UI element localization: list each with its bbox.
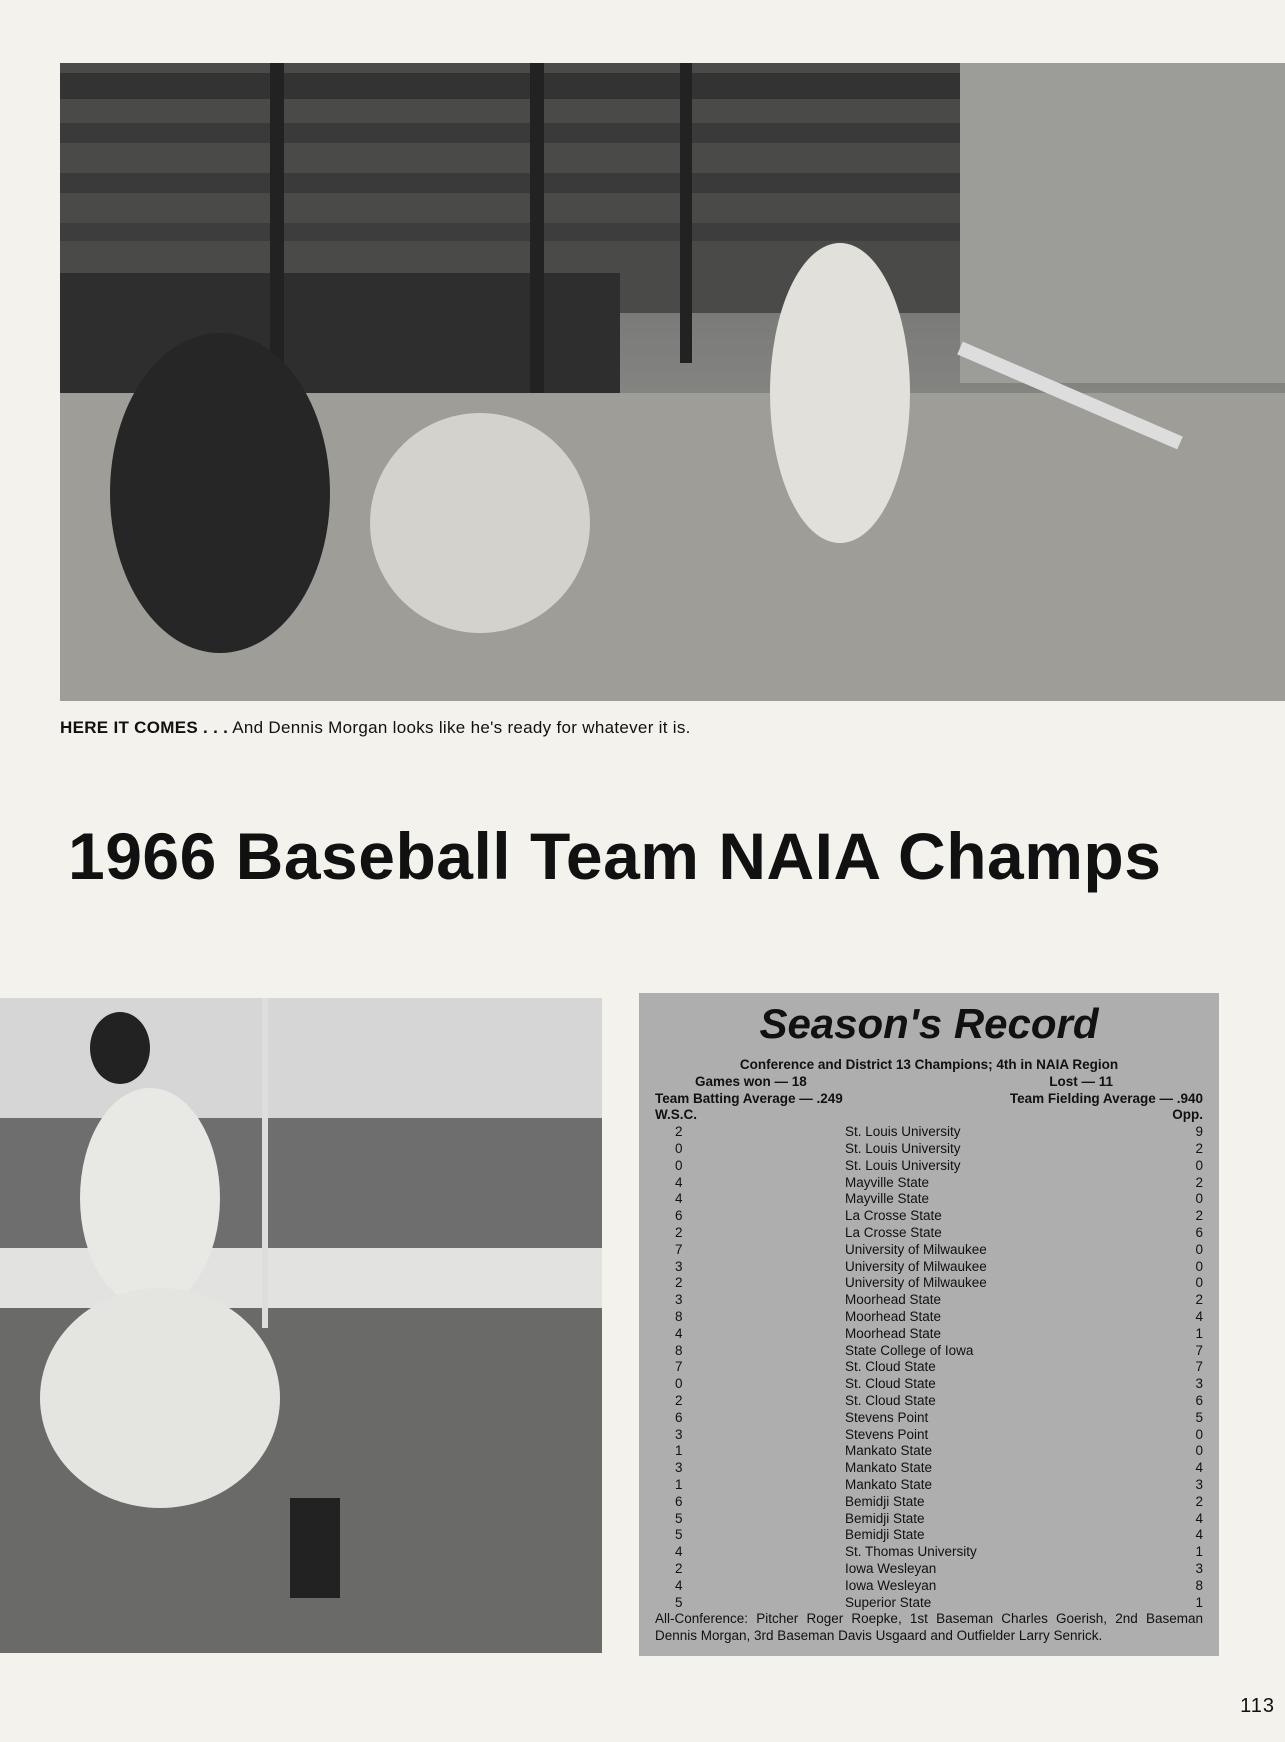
table-row — [655, 1393, 1203, 1410]
wsc-score: 2 — [675, 1224, 683, 1240]
table-row — [655, 1292, 1203, 1309]
wsc-score: 3 — [675, 1292, 683, 1308]
opponent-name: Mankato State — [845, 1443, 933, 1459]
games-table — [655, 1107, 1203, 1611]
games-table-header — [655, 1107, 1203, 1124]
opponent-name: Bemidji State — [845, 1527, 925, 1543]
caption-text: And Dennis Morgan looks like he's ready for whatever it is. — [232, 718, 691, 737]
all-conference-note: All-Conference: Pitcher Roger Roepke, 1st Baseman Charles Goerish, 2nd Baseman Dennis Morgan, 3rd Baseman Davis Usgaard and Outfielder Larry Senrick. — [655, 1611, 1203, 1644]
table-row — [655, 1561, 1203, 1578]
opponent-name: Mayville State — [845, 1191, 930, 1207]
opponent-name: St. Thomas University — [845, 1544, 977, 1560]
table-row — [655, 1443, 1203, 1460]
opponent-name: Mayville State — [845, 1174, 930, 1190]
opp-score: 6 — [1195, 1392, 1203, 1408]
opp-score: 1 — [1195, 1544, 1203, 1560]
batter-photo-illustration — [60, 63, 1285, 701]
wsc-score: 5 — [675, 1527, 683, 1543]
table-row — [655, 1460, 1203, 1477]
opp-score: 2 — [1195, 1174, 1203, 1190]
games-won: Games won — 18 — [695, 1073, 807, 1089]
opponent-name: St. Cloud State — [845, 1392, 936, 1408]
opp-score: 0 — [1195, 1157, 1203, 1173]
table-row — [655, 1477, 1203, 1494]
games-summary — [655, 1074, 1203, 1091]
opp-score: 5 — [1195, 1409, 1203, 1425]
wsc-score: 2 — [675, 1275, 683, 1291]
wsc-score: 4 — [675, 1191, 683, 1207]
table-row — [655, 1595, 1203, 1612]
opponent-name: University of Milwaukee — [845, 1241, 987, 1257]
table-row — [655, 1175, 1203, 1192]
opponent-name: St. Louis University — [845, 1157, 961, 1173]
opponent-name: University of Milwaukee — [845, 1258, 987, 1274]
opp-score: 8 — [1195, 1577, 1203, 1593]
team-batting-average: Team Batting Average — .249 — [655, 1090, 843, 1106]
wsc-score: 8 — [675, 1308, 683, 1324]
opponent-name: Mankato State — [845, 1460, 933, 1476]
pitcher-photo-illustration — [0, 998, 602, 1653]
table-row — [655, 1124, 1203, 1141]
team-averages — [655, 1091, 1203, 1108]
table-row — [655, 1309, 1203, 1326]
wsc-score: 1 — [675, 1476, 683, 1492]
opp-score: 3 — [1195, 1476, 1203, 1492]
col-header-opponent — [845, 1107, 1172, 1124]
table-row — [655, 1326, 1203, 1343]
wsc-score: 6 — [675, 1493, 683, 1509]
table-row — [655, 1275, 1203, 1292]
opp-score: 2 — [1195, 1493, 1203, 1509]
wsc-score: 1 — [675, 1443, 683, 1459]
opponent-name: La Crosse State — [845, 1224, 942, 1240]
wsc-score: 4 — [675, 1544, 683, 1560]
opp-score: 1 — [1195, 1325, 1203, 1341]
opponent-name: State College of Iowa — [845, 1342, 974, 1358]
photo-caption — [60, 718, 691, 738]
table-row — [655, 1191, 1203, 1208]
table-row — [655, 1242, 1203, 1259]
wsc-score: 2 — [675, 1392, 683, 1408]
table-row — [655, 1544, 1203, 1561]
wsc-score: 0 — [675, 1376, 683, 1392]
opponent-name: Iowa Wesleyan — [845, 1577, 937, 1593]
table-row — [655, 1410, 1203, 1427]
wsc-score: 7 — [675, 1359, 683, 1375]
opponent-name: Stevens Point — [845, 1409, 929, 1425]
opp-score: 4 — [1195, 1527, 1203, 1543]
table-row — [655, 1511, 1203, 1528]
wsc-score: 5 — [675, 1594, 683, 1610]
opponent-name: Mankato State — [845, 1476, 933, 1492]
opp-score: 7 — [1195, 1359, 1203, 1375]
wsc-score: 4 — [675, 1325, 683, 1341]
opp-score: 6 — [1195, 1224, 1203, 1240]
opp-score: 9 — [1195, 1124, 1203, 1140]
opponent-name: Superior State — [845, 1594, 932, 1610]
wsc-score: 2 — [675, 1124, 683, 1140]
pitcher-photo — [0, 998, 602, 1653]
opp-score: 4 — [1195, 1510, 1203, 1526]
wsc-score: 6 — [675, 1409, 683, 1425]
opponent-name: Moorhead State — [845, 1325, 942, 1341]
opp-score: 1 — [1195, 1594, 1203, 1610]
col-header-opp: Opp. — [1172, 1107, 1203, 1123]
opp-score: 2 — [1195, 1292, 1203, 1308]
opponent-name: Stevens Point — [845, 1426, 929, 1442]
opponent-name: University of Milwaukee — [845, 1275, 987, 1291]
wsc-score: 8 — [675, 1342, 683, 1358]
opp-score: 2 — [1195, 1140, 1203, 1156]
opp-score: 7 — [1195, 1342, 1203, 1358]
wsc-score: 0 — [675, 1140, 683, 1156]
season-record-panel — [639, 993, 1219, 1656]
opp-score: 0 — [1195, 1241, 1203, 1257]
opponent-name: St. Cloud State — [845, 1376, 936, 1392]
opp-score: 2 — [1195, 1208, 1203, 1224]
wsc-score: 3 — [675, 1426, 683, 1442]
wsc-score: 7 — [675, 1241, 683, 1257]
team-fielding-average: Team Fielding Average — .940 — [1009, 1090, 1203, 1106]
col-header-wsc: W.S.C. — [655, 1107, 698, 1123]
table-row — [655, 1158, 1203, 1175]
table-row — [655, 1359, 1203, 1376]
opp-score: 0 — [1195, 1191, 1203, 1207]
table-row — [655, 1427, 1203, 1444]
wsc-score: 3 — [675, 1258, 683, 1274]
caption-lead: HERE IT COMES . . . — [60, 718, 229, 737]
opponent-name: Moorhead State — [845, 1308, 942, 1324]
table-row — [655, 1259, 1203, 1276]
table-row — [655, 1225, 1203, 1242]
games-table-body — [655, 1124, 1203, 1611]
page-headline: 1966 Baseball Team NAIA Champs — [68, 819, 1162, 893]
season-record-subtitle: Conference and District 13 Champions; 4th in NAIA Region — [739, 1057, 1119, 1072]
opp-score: 0 — [1195, 1258, 1203, 1274]
table-row — [655, 1376, 1203, 1393]
table-row — [655, 1527, 1203, 1544]
wsc-score: 3 — [675, 1460, 683, 1476]
opponent-name: Moorhead State — [845, 1292, 942, 1308]
wsc-score: 4 — [675, 1174, 683, 1190]
wsc-score: 2 — [675, 1560, 683, 1576]
table-row — [655, 1578, 1203, 1595]
opponent-name: Iowa Wesleyan — [845, 1560, 937, 1576]
opp-score: 4 — [1195, 1308, 1203, 1324]
table-row — [655, 1343, 1203, 1360]
opponent-name: Bemidji State — [845, 1493, 925, 1509]
opponent-name: St. Louis University — [845, 1140, 961, 1156]
wsc-score: 0 — [675, 1157, 683, 1173]
batter-photo — [60, 63, 1285, 701]
opp-score: 3 — [1195, 1376, 1203, 1392]
opponent-name: La Crosse State — [845, 1208, 942, 1224]
games-lost: Lost — 11 — [1049, 1073, 1113, 1089]
wsc-score: 5 — [675, 1510, 683, 1526]
opp-score: 0 — [1195, 1443, 1203, 1459]
wsc-score: 4 — [675, 1577, 683, 1593]
page-number: 113 — [1240, 1695, 1275, 1717]
opp-score: 3 — [1195, 1560, 1203, 1576]
table-row — [655, 1141, 1203, 1158]
opponent-name: Bemidji State — [845, 1510, 925, 1526]
opponent-name: St. Cloud State — [845, 1359, 936, 1375]
table-row — [655, 1494, 1203, 1511]
table-row — [655, 1208, 1203, 1225]
opp-score: 0 — [1195, 1275, 1203, 1291]
opp-score: 0 — [1195, 1426, 1203, 1442]
opp-score: 4 — [1195, 1460, 1203, 1476]
season-record-title: Season's Record — [759, 1000, 1099, 1047]
opponent-name: St. Louis University — [845, 1124, 961, 1140]
wsc-score: 6 — [675, 1208, 683, 1224]
